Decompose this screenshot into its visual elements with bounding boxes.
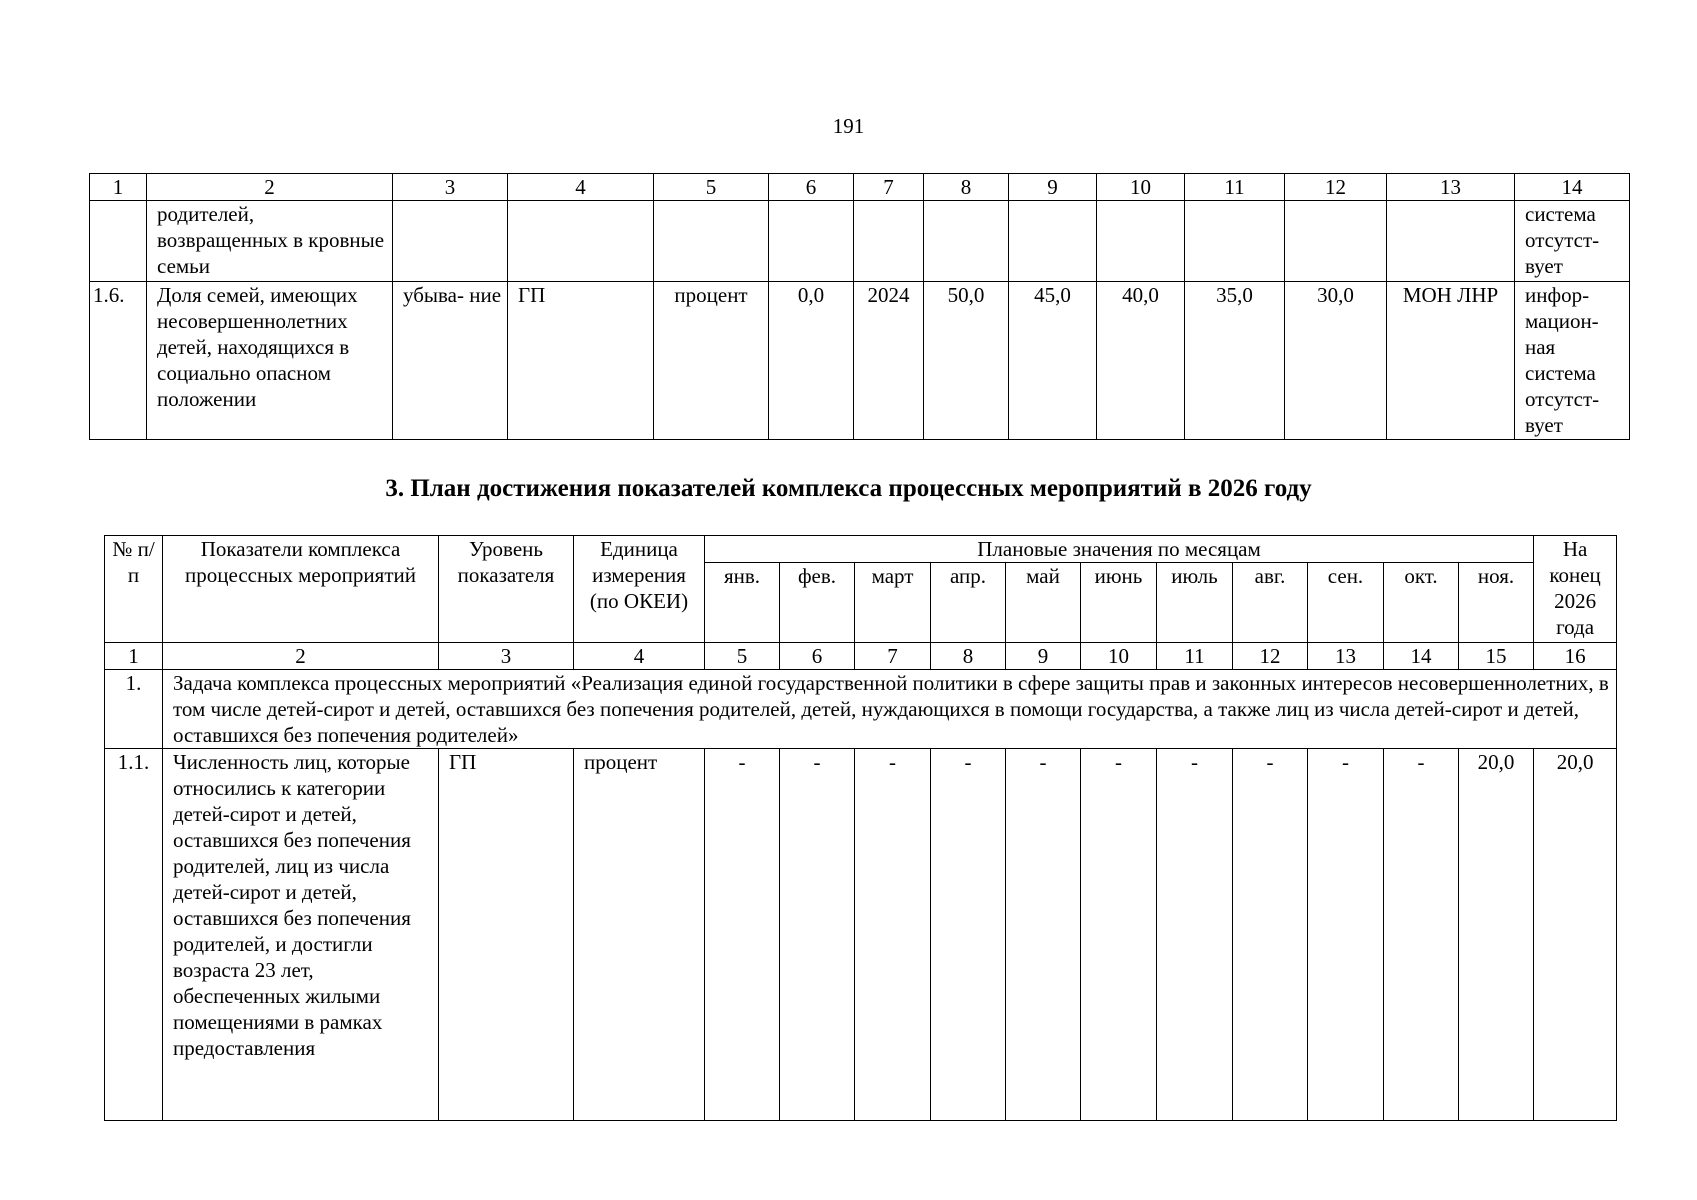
month-header: сен. [1308,563,1384,643]
page-number: 191 [832,114,865,138]
empty-cell [1387,201,1515,282]
value-cell: 45,0 [1009,282,1097,440]
col-number: 9 [1009,174,1097,201]
indicator-name: Численность лиц, которые относились к категории детей-сирот и детей, оставшихся без попечения родителей, лиц из числа детей-сирот и детей, оставшихся без попечения родителей, и достигли возраста 23 лет, обеспеченных жилыми помещениями в рамках предоставления [163,749,439,1121]
row-number: 1.1. [105,749,163,1121]
table-row-1-1 [105,749,1617,1121]
month-value: - [1157,749,1233,1121]
info-system-cell: система отсутст- вует [1515,201,1630,282]
column-number-row [90,174,1630,201]
col-number: 1 [105,643,163,670]
col-number: 12 [1233,643,1308,670]
column-number-row [105,643,1617,670]
col-number: 1 [90,174,147,201]
col-number: 14 [1384,643,1459,670]
col-number: 8 [931,643,1006,670]
month-header: фев. [780,563,855,643]
month-value: - [780,749,855,1121]
empty-cell [1185,201,1285,282]
col-number: 16 [1534,643,1617,670]
empty-cell [393,201,508,282]
task-text: Задача комплекса процессных мероприятий «Реализация единой государственной политики в сфере защиты прав и законных интересов несовершеннолетних, в том числе детей-сирот и детей, оставшихся без попечения родителей, детей, нуждающихся в помощи государства, а также лиц из числа детей-сирот и детей, оставшихся без попечения родителей» [163,670,1617,749]
col-number: 4 [508,174,654,201]
col-number: 7 [854,174,924,201]
value-cell: 35,0 [1185,282,1285,440]
table-row-1-6 [90,282,1630,440]
month-header: июнь [1081,563,1157,643]
unit-cell: процент [654,282,769,440]
info-system-cell: инфор- мацион- ная система отсутст- вует [1515,282,1630,440]
month-header: март [855,563,931,643]
month-header: апр. [931,563,1006,643]
trend-cell: убыва- ние [393,282,508,440]
month-value: - [1081,749,1157,1121]
month-value: - [1384,749,1459,1121]
table-row-continued [90,201,1630,282]
empty-cell [654,201,769,282]
col-number: 5 [705,643,780,670]
empty-cell [924,201,1009,282]
month-value: 20,0 [1459,749,1534,1121]
header-level: Уровень показателя [439,536,574,643]
section-title: 3. План достижения показателей комплекса процессных мероприятий в 2026 году [385,475,1312,502]
responsible-cell: МОН ЛНР [1387,282,1515,440]
month-header: ноя. [1459,563,1534,643]
col-number: 13 [1308,643,1384,670]
year-end-value: 20,0 [1534,749,1617,1121]
col-number: 10 [1081,643,1157,670]
col-number: 4 [574,643,705,670]
month-value: - [1006,749,1081,1121]
empty-cell [90,201,147,282]
unit-cell: процент [574,749,705,1121]
col-number: 3 [393,174,508,201]
col-number: 6 [769,174,854,201]
level-cell: ГП [439,749,574,1121]
row-number: 1.6. [90,282,147,440]
col-number: 3 [439,643,574,670]
header-num: № п/п [105,536,163,643]
indicator-name: Доля семей, имеющих несовершеннолетних детей, находящихся в социально опасном положении [147,282,393,440]
month-header: окт. [1384,563,1459,643]
empty-cell [1009,201,1097,282]
header-planned-by-month: Плановые значения по месяцам [705,536,1534,563]
col-number: 2 [147,174,393,201]
empty-cell [854,201,924,282]
col-number: 6 [780,643,855,670]
col-number: 11 [1185,174,1285,201]
value-cell: 30,0 [1285,282,1387,440]
month-header: май [1006,563,1081,643]
col-number: 14 [1515,174,1630,201]
indicators-table-continued [89,173,1630,440]
base-year-cell: 2024 [854,282,924,440]
base-value-cell: 0,0 [769,282,854,440]
month-value: - [1308,749,1384,1121]
col-number: 7 [855,643,931,670]
empty-cell [508,201,654,282]
month-header: янв. [705,563,780,643]
col-number: 2 [163,643,439,670]
empty-cell [1097,201,1185,282]
col-number: 5 [654,174,769,201]
monthly-plan-table [104,535,1617,1121]
empty-cell [769,201,854,282]
col-number: 10 [1097,174,1185,201]
col-number: 13 [1387,174,1515,201]
col-number: 12 [1285,174,1387,201]
col-number: 8 [924,174,1009,201]
level-cell: ГП [508,282,654,440]
month-value: - [1233,749,1308,1121]
month-value: - [931,749,1006,1121]
task-row [105,670,1617,749]
month-header: июль [1157,563,1233,643]
value-cell: 50,0 [924,282,1009,440]
col-number: 15 [1459,643,1534,670]
month-header: авг. [1233,563,1308,643]
col-number: 11 [1157,643,1233,670]
task-number: 1. [105,670,163,749]
month-value: - [705,749,780,1121]
col-number: 9 [1006,643,1081,670]
empty-cell [1285,201,1387,282]
value-cell: 40,0 [1097,282,1185,440]
indicator-name: родителей, возвращенных в кровные семьи [147,201,393,282]
month-value: - [855,749,931,1121]
header-row [105,536,1617,563]
header-year-end: На конец 2026 года [1534,536,1617,643]
header-unit: Единица измерения (по ОКЕИ) [574,536,705,643]
header-indicators: Показатели комплекса процессных мероприятий [163,536,439,643]
